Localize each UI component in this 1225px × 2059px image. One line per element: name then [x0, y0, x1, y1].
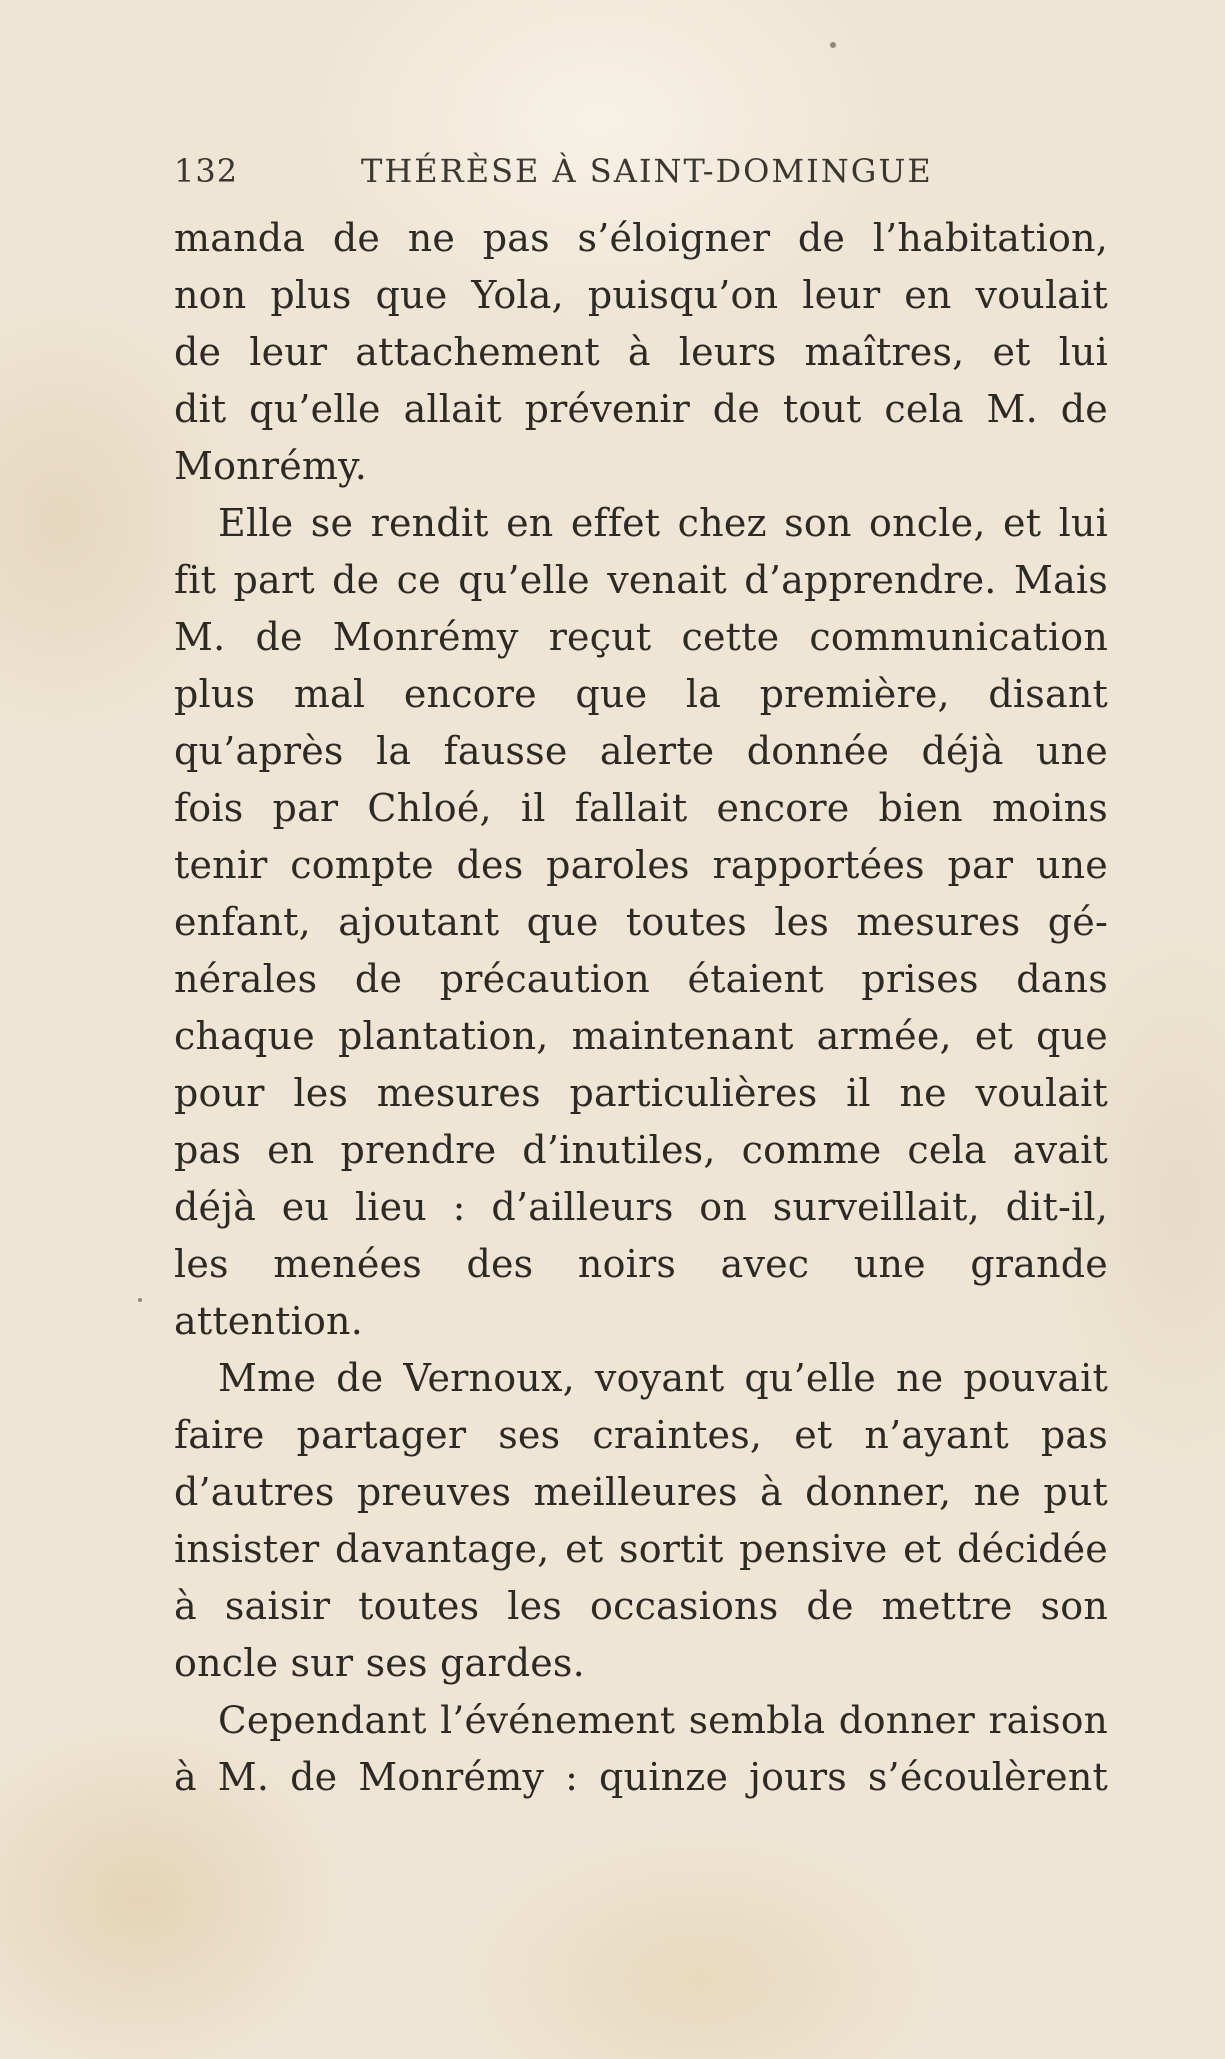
page-header	[174, 152, 1114, 192]
text-line: de leur attachement à leurs maîtres, et lui	[174, 330, 1108, 374]
ink-speck	[830, 42, 836, 48]
text-line: insister davantage, et sortit pensive et décidée	[174, 1527, 1108, 1571]
text-line: Mme de Vernoux, voyant qu’elle ne pouvait	[218, 1356, 1108, 1400]
running-title: THÉRÈSE À SAINT-DOMINGUE	[361, 152, 933, 190]
text-line: tenir compte des paroles rapportées par une	[174, 843, 1108, 887]
text-line: faire partager ses craintes, et n’ayant pas	[174, 1413, 1108, 1457]
text-line: nérales de précaution étaient prises dans	[174, 957, 1108, 1001]
text-line: pour les mesures particulières il ne voulait	[174, 1071, 1108, 1115]
ink-speck	[138, 1298, 142, 1302]
text-line: dit qu’elle allait prévenir de tout cela M. de	[174, 387, 1108, 431]
text-line: plus mal encore que la première, disant	[174, 672, 1108, 716]
paragraph	[174, 1350, 1108, 1692]
text-line: les menées des noirs avec une grande	[174, 1242, 1108, 1286]
text-line: attention.	[174, 1299, 364, 1343]
text-line: oncle sur ses gardes.	[174, 1641, 585, 1685]
text-line: qu’après la fausse alerte donnée déjà une	[174, 729, 1108, 773]
body-text	[174, 210, 1108, 1806]
text-line: déjà eu lieu : d’ailleurs on surveillait, dit-il,	[174, 1185, 1108, 1229]
text-line: à saisir toutes les occasions de mettre son	[174, 1584, 1108, 1628]
text-line: à M. de Monrémy : quinze jours s’écoulèrent	[174, 1755, 1108, 1799]
text-line: Elle se rendit en effet chez son oncle, et lui	[218, 501, 1108, 545]
paragraph	[174, 1692, 1108, 1806]
text-line: fois par Chloé, il fallait encore bien moins	[174, 786, 1108, 830]
text-line: Cependant l’événement sembla donner raison	[218, 1698, 1108, 1742]
text-line: manda de ne pas s’éloigner de l’habitation,	[174, 216, 1108, 260]
text-line: M. de Monrémy reçut cette communication	[174, 615, 1108, 659]
text-line: chaque plantation, maintenant armée, et que	[174, 1014, 1108, 1058]
page-number: 132	[174, 152, 239, 190]
text-line: Monrémy.	[174, 444, 368, 488]
text-line: non plus que Yola, puisqu’on leur en voulait	[174, 273, 1108, 317]
text-line: pas en prendre d’inutiles, comme cela avait	[174, 1128, 1108, 1172]
text-line: d’autres preuves meilleures à donner, ne put	[174, 1470, 1108, 1514]
text-line: enfant, ajoutant que toutes les mesures gé-	[174, 900, 1108, 944]
paragraph	[174, 210, 1108, 495]
text-line: fit part de ce qu’elle venait d’apprendre. Mais	[174, 558, 1108, 602]
paragraph	[174, 495, 1108, 1350]
